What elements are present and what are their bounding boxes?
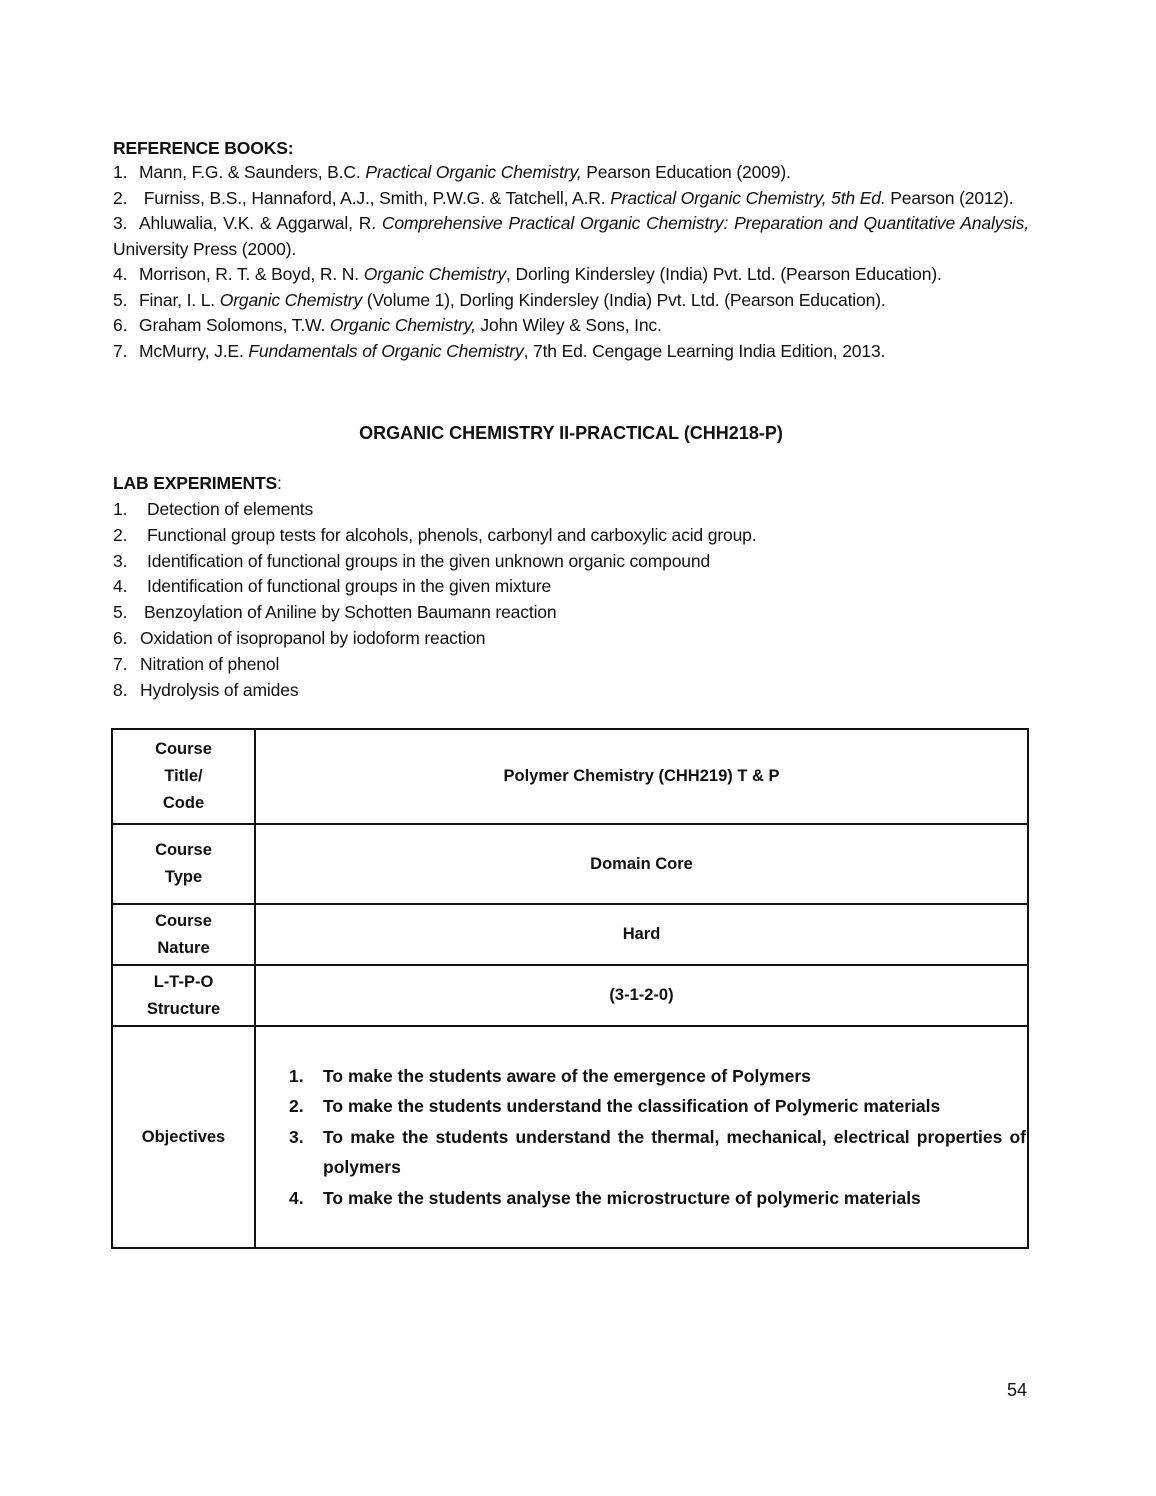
lab-item-text: Detection of elements [147, 499, 314, 519]
page-number: 54 [1007, 1380, 1028, 1400]
lab-item [113, 626, 756, 652]
reference-books-heading: REFERENCE BOOKS: [113, 138, 294, 158]
reference-item [113, 262, 1029, 288]
course-title-value: Polymer Chemistry (CHH219) T & P [255, 729, 1028, 824]
reference-item [113, 339, 1029, 365]
lab-item-text: Identification of functional groups in the given unknown organic compound [147, 550, 711, 571]
table-row-course-type [112, 824, 1028, 904]
reference-authors: Mann, F.G. & Saunders, B.C. [139, 162, 366, 182]
row-label [112, 824, 255, 904]
reference-title: Organic Chemistry [219, 289, 363, 310]
lab-item-text: Nitration of phenol [140, 653, 280, 674]
label-line: Nature [157, 938, 210, 957]
course-type-value: Domain Core [255, 824, 1028, 904]
table-row-ltpo-structure [112, 965, 1028, 1026]
course-details-table [111, 728, 1029, 1249]
reference-publisher: Pearson Education (2009). [581, 162, 791, 182]
table-row-course-title [112, 729, 1028, 824]
row-label [112, 1026, 255, 1248]
lab-item-number: 6. [113, 627, 128, 648]
reference-title: Organic Chemistry [363, 264, 507, 284]
reference-publisher: Pearson (2012). [885, 187, 1014, 208]
label-line: Type [164, 868, 203, 886]
lab-item-text: Hydrolysis of amides [140, 679, 299, 700]
lab-experiments-label: LAB EXPERIMENTS [113, 473, 278, 493]
label-line: Course [155, 740, 212, 758]
reference-title: Comprehensive Practical Organic Chemistry: Preparation and Quantitative Analysis, [381, 213, 1029, 233]
objectives-cell [255, 1026, 1028, 1248]
objective-item [289, 1061, 1026, 1092]
label-line: Objectives [141, 1127, 226, 1146]
row-label [112, 729, 255, 824]
reference-title: Fundamentals of Organic Chemistry [248, 340, 524, 361]
reference-number: 2. [113, 187, 128, 208]
objective-text: To make the students understand the classification of Polymeric materials [323, 1096, 941, 1117]
objectives-list [257, 1061, 1026, 1214]
label-line: L-T-P-O [153, 972, 214, 991]
lab-item [113, 678, 756, 704]
objective-number: 4. [289, 1187, 304, 1208]
reference-item [113, 186, 1029, 212]
row-label [112, 965, 255, 1026]
reference-number: 7. [113, 340, 128, 361]
lab-item [113, 523, 756, 549]
table-row-objectives [112, 1026, 1028, 1248]
lab-item [113, 652, 756, 678]
reference-item [113, 313, 1029, 339]
reference-authors: McMurry, J.E. [139, 340, 249, 361]
reference-publisher: , Dorling Kindersley (India) Pvt. Ltd. (Pearson Education). [506, 264, 942, 284]
lab-item-number: 7. [113, 653, 128, 674]
reference-title: Practical Organic Chemistry, [365, 162, 582, 182]
table-row-course-nature [112, 904, 1028, 965]
label-line: Structure [146, 999, 221, 1018]
lab-item-number: 2. [113, 524, 128, 545]
lab-item-number: 8. [113, 679, 128, 700]
reference-publisher: John Wiley & Sons, Inc. [475, 315, 662, 335]
reference-authors: Morrison, R. T. & Boyd, R. N. [139, 264, 364, 284]
reference-books-list [113, 160, 1029, 364]
label-line: Code [162, 794, 205, 812]
objective-number: 3. [289, 1126, 304, 1147]
objective-text: To make the students aware of the emergence of Polymers [323, 1065, 811, 1086]
reference-authors: Furniss, B.S., Hannaford, A.J., Smith, P.W.G. & Tatchell, A.R. [139, 187, 611, 208]
reference-title: Organic Chemistry, [329, 315, 476, 335]
lab-item-text: Identification of functional groups in the given mixture [147, 576, 552, 597]
objective-text: To make the students understand the thermal, mechanical, electrical properties of polymers [323, 1126, 1026, 1178]
lab-item-number: 3. [113, 550, 128, 571]
lab-item-number: 4. [113, 576, 128, 597]
reference-number: 5. [113, 289, 128, 310]
lab-item [113, 549, 756, 575]
reference-publisher: (Volume 1), Dorling Kindersley (India) Pvt. Ltd. (Pearson Education). [362, 289, 886, 310]
reference-publisher: , 7th Ed. Cengage Learning India Edition, 2013. [523, 340, 886, 361]
reference-authors: Finar, I. L. [139, 289, 220, 310]
label-line: Course [155, 911, 212, 930]
objective-number: 1. [289, 1065, 304, 1086]
reference-authors: Graham Solomons, T.W. [139, 315, 330, 335]
objective-text: To make the students analyse the microstructure of polymeric materials [323, 1187, 921, 1208]
objective-item [289, 1183, 1026, 1214]
reference-item [113, 160, 1029, 186]
lab-item [113, 600, 756, 626]
label-line: Title/ [164, 767, 203, 785]
reference-item [113, 288, 1029, 314]
objective-item [289, 1122, 1026, 1183]
objective-number: 2. [289, 1096, 304, 1117]
lab-item-text: Oxidation of isopropanol by iodoform reaction [140, 627, 486, 648]
reference-number: 6. [113, 315, 128, 335]
reference-number: 4. [113, 264, 128, 284]
reference-authors: Ahluwalia, V.K. & Aggarwal, R. [139, 213, 382, 233]
lab-item [113, 574, 756, 600]
objective-item [289, 1091, 1026, 1122]
reference-title: Practical Organic Chemistry, 5th Ed. [610, 187, 886, 208]
label-line: Course [155, 841, 212, 859]
lab-item-text: Functional group tests for alcohols, phenols, carbonyl and carboxylic acid group. [147, 524, 757, 545]
lab-experiments-list [113, 497, 756, 703]
lab-item-text: Benzoylation of Aniline by Schotten Baumann reaction [144, 602, 557, 623]
lab-item-number: 5. [113, 602, 128, 623]
lab-item-number: 1. [113, 499, 128, 519]
reference-number: 1. [113, 162, 128, 182]
lab-item [113, 497, 756, 523]
section-title: ORGANIC CHEMISTRY II-PRACTICAL (CHH218-P) [359, 423, 783, 443]
row-label [112, 904, 255, 965]
heading-colon: : [277, 473, 282, 493]
reference-publisher: University Press (2000). [113, 238, 297, 259]
lab-experiments-heading [113, 471, 282, 497]
ltpo-structure-value: (3-1-2-0) [255, 965, 1028, 1026]
reference-item [113, 211, 1029, 262]
course-nature-value: Hard [255, 904, 1028, 965]
reference-number: 3. [113, 213, 128, 233]
